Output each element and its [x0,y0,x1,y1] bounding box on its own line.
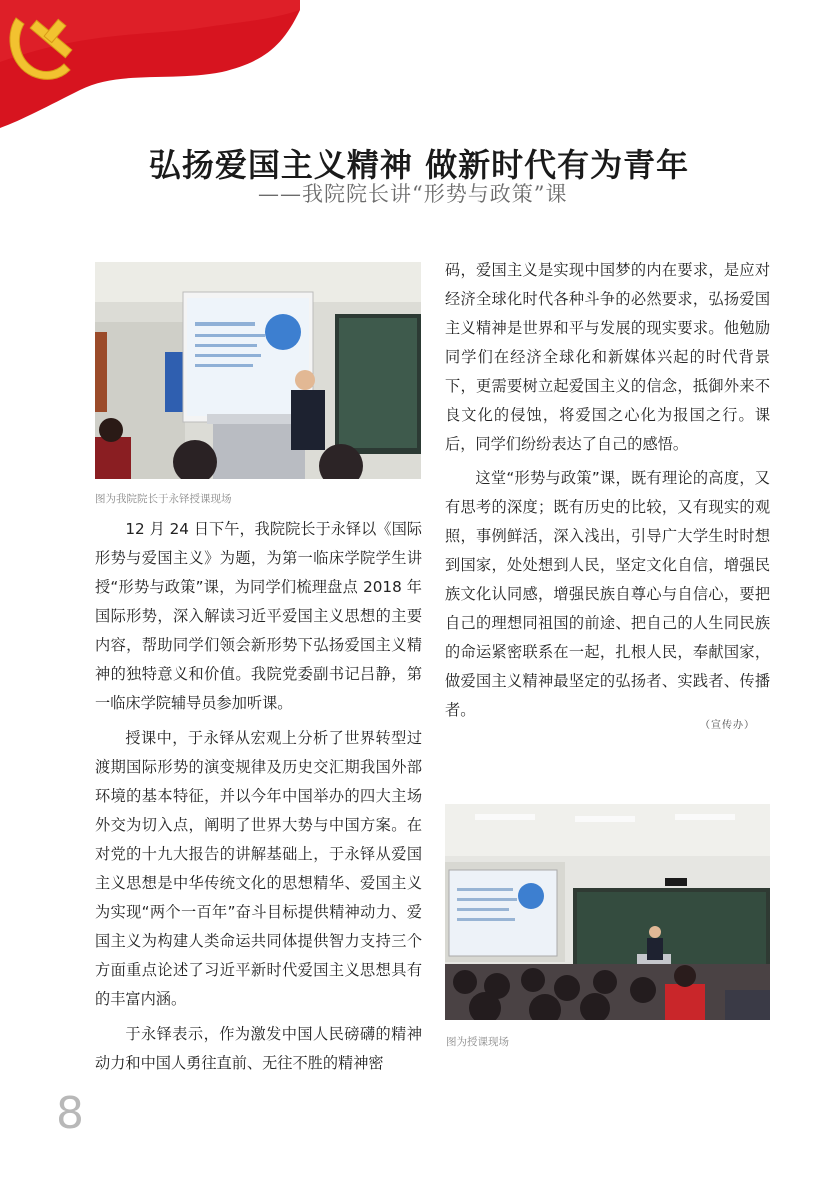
paragraph-5: 这堂“形势与政策”课，既有理论的高度，又有思考的深度；既有历史的比较，又有现实的观照，事例鲜活，深入浅出，引导广大学生时时想到国家，处处想到人民，坚定文化自信，增强民族文化认同感，增强民族自尊心与自信心，要把自己的理想同祖国的前途、把自己的人生同民族的命运紧密联系在一起，扎根人民，奉献国家，做爱国主义精神最坚定的弘扬者、实践者、传播者。 [445,469,770,719]
left-photo-caption: 图为我院院长于永铎授课现场 [95,493,232,505]
classroom-photo-right [445,804,770,1020]
party-flag [0,0,300,130]
paragraph-1: 12 月 24 日下午，我院院长于永铎以《国际形势与爱国主义》为题，为第一临床学院学生讲授“形势与政策”课，为同学们梳理盘点 2018 年国际形势，深入解读习近平爱国主义思想的主要内容，帮助同学们领会新形势下弘扬爱国主义精神的独特意义和价值。我院党委副书记吕静，第一临床学院辅导员参加听课。 [95,520,422,712]
right-text-column [445,256,770,725]
author-signature: （宣传办） [700,720,755,731]
paragraph-4: 码，爱国主义是实现中国梦的内在要求，是应对经济全球化时代各种斗争的必然要求，弘扬爱国主义精神是世界和平与发展的现实要求。他勉励同学们在经济全球化和新媒体兴起的时代背景下，更需要树立起爱国主义的信念，抵御外来不良文化的侵蚀，将爱国之心化为报国之行。课后，同学们纷纷表达了自己的感悟。 [445,261,770,453]
article-subtitle: ——我院院长讲“形势与政策”课 [258,182,568,206]
paragraph-3: 于永铎表示，作为激发中国人民磅礴的精神动力和中国人勇往直前、无往不胜的精神密 [95,1025,422,1072]
page-number: 8 [56,1088,84,1139]
right-photo-caption: 图为授课现场 [446,1036,509,1048]
paragraph-2: 授课中，于永铎从宏观上分析了世界转型过渡期国际形势的演变规律及历史交汇期我国外部环境的基本特征，并以今年中国举办的四大主场外交为切入点，阐明了世界大势与中国方案。在对党的十九大报告的讲解基础上，于永铎从爱国主义思想是中华传统文化的思想精华、爱国主义为实现“两个一百年”奋斗目标提供精神动力、爱国主义为构建人类命运共同体提供智力支持三个方面重点论述了习近平新时代爱国主义思想具有的丰富内涵。 [95,729,422,1008]
article-title: 弘扬爱国主义精神 做新时代有为青年 [148,146,690,184]
left-text-column [95,515,422,1078]
lecture-photo-left [95,262,421,479]
